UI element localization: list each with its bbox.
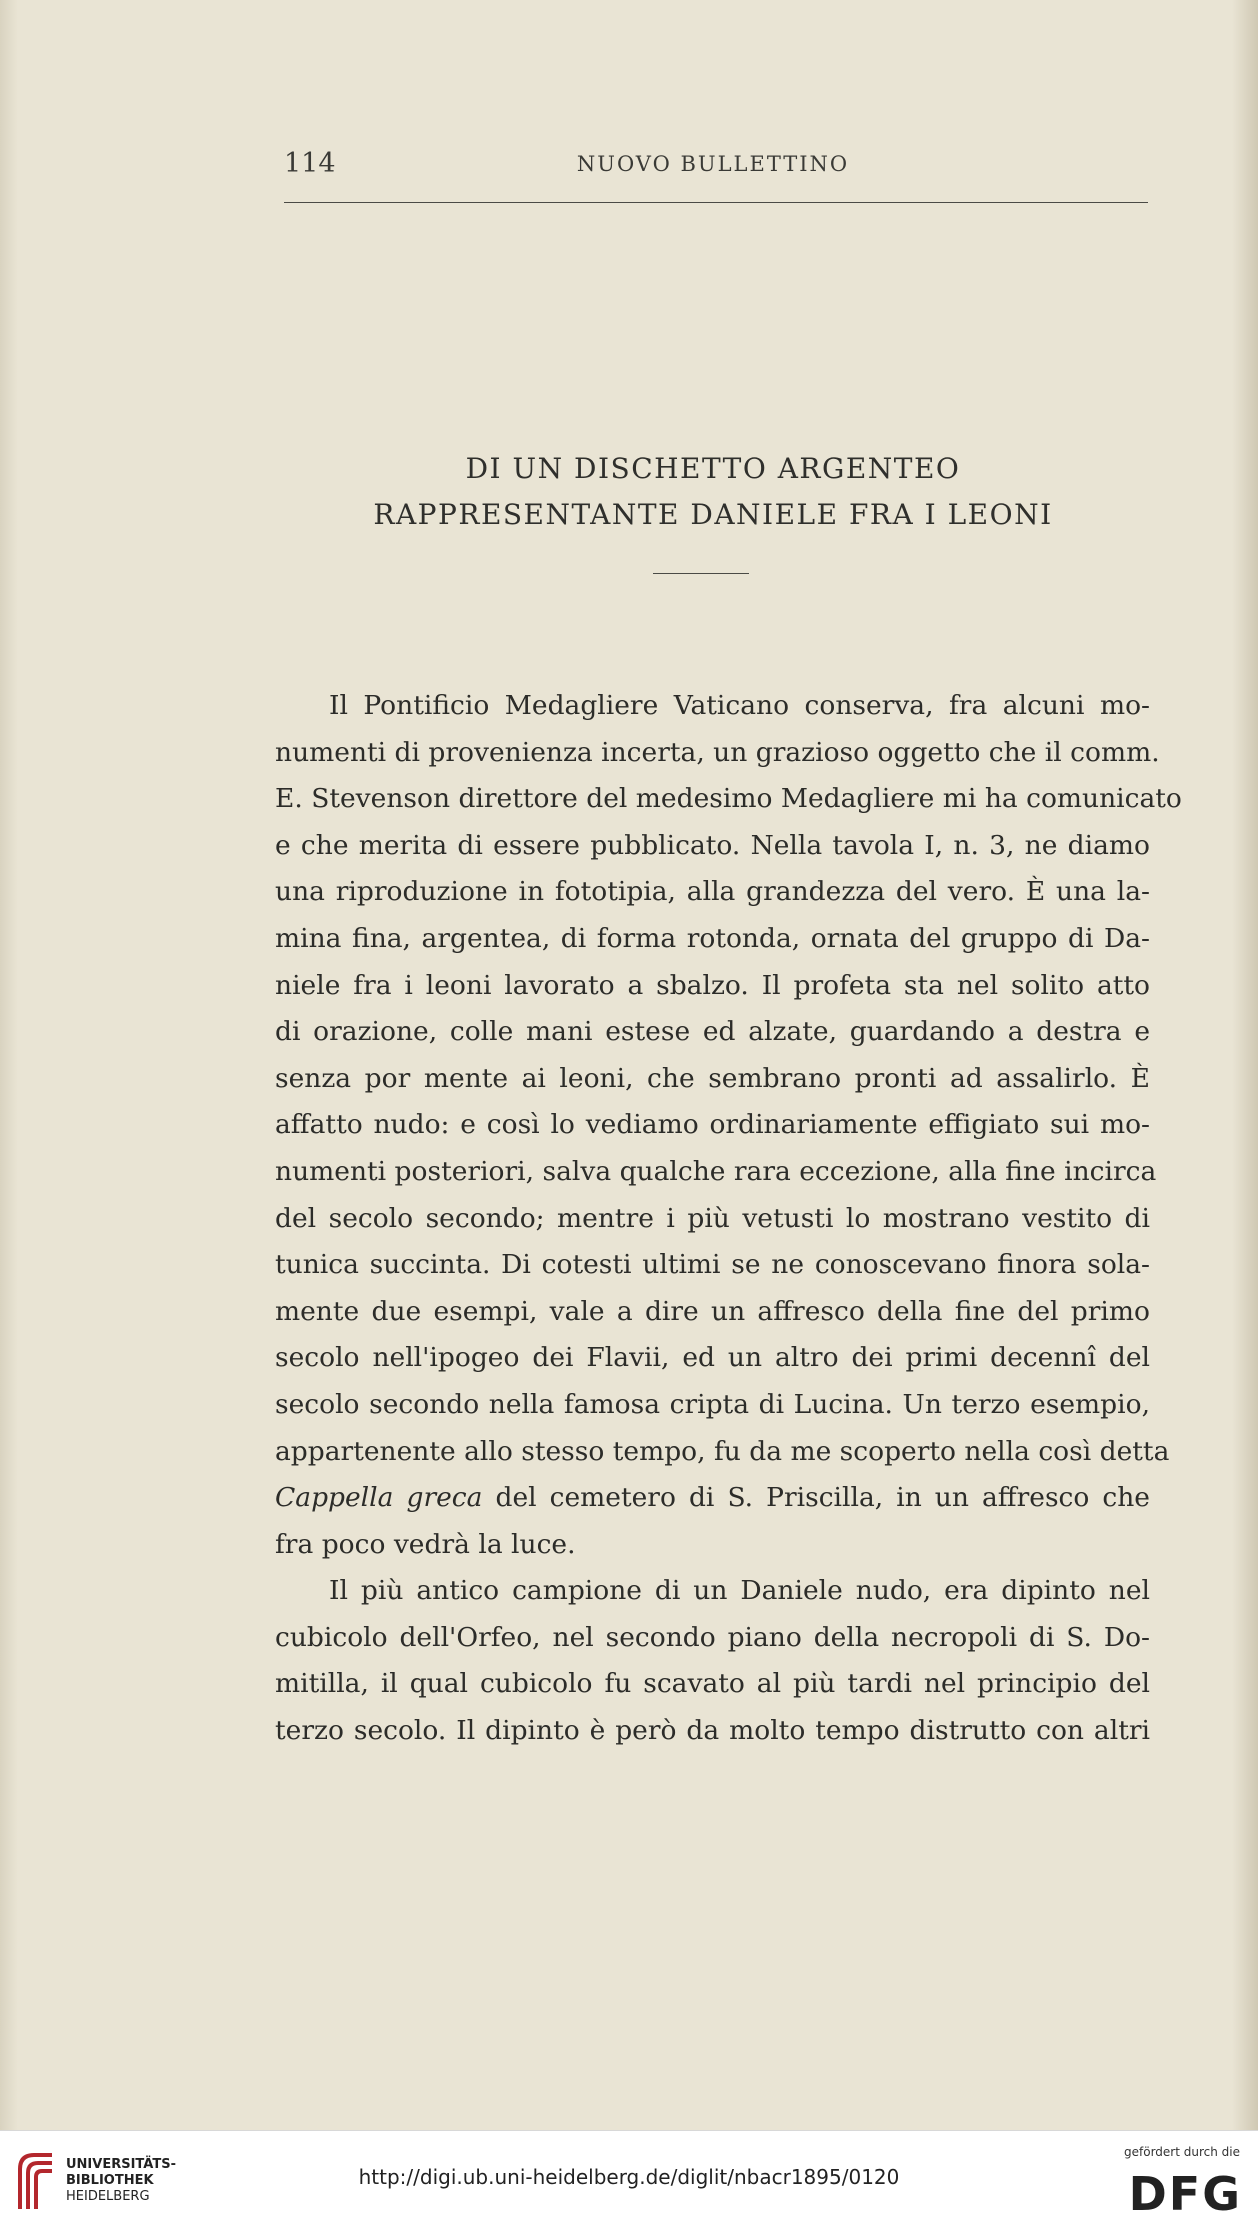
text-line: Il Pontificio Medagliere Vaticano conserva, fra alcuni mo-: [329, 690, 1150, 721]
text-line: Il più antico campione di un Daniele nudo, era dipinto nel: [329, 1575, 1150, 1607]
page-edge-left: [0, 0, 18, 2130]
text-line: del secolo secondo; mentre i più vetusti lo mostrano vestito di: [275, 1202, 1150, 1234]
page-number: 114: [284, 148, 336, 179]
text-line: numenti posteriori, salva qualche rara eccezione, alla fine incirca: [275, 1155, 1157, 1187]
title-line-1: DI UN DISCHETTO ARGENTEO: [465, 452, 961, 485]
running-head: NUOVO BULLETTINO: [576, 152, 850, 176]
text-line: secolo secondo nella famosa cripta di Lucina. Un terzo esempio,: [275, 1388, 1150, 1420]
source-url[interactable]: http://digi.ub.uni-heidelberg.de/diglit/nbacr1895/0120: [358, 2165, 900, 2189]
text-line: tunica succinta. Di cotesti ultimi se ne conoscevano finora sola-: [275, 1249, 1150, 1281]
dfg-logo: DFG: [1128, 2167, 1242, 2221]
text-line: di orazione, colle mani estese ed alzate, guardando a destra e: [275, 1016, 1150, 1048]
text-line: niele fra i leoni lavorato a sbalzo. Il profeta sta nel solito atto: [275, 969, 1150, 1001]
text-line: appartenente allo stesso tempo, fu da me scoperto nella così detta: [275, 1435, 1170, 1467]
text-line: secolo nell'ipogeo dei Flavii, ed un altro dei primi decennî del: [275, 1342, 1150, 1374]
library-name: UNIVERSITÄTS- BIBLIOTHEK HEIDELBERG: [66, 2157, 176, 2204]
text-line-rest: del cemetero di S. Priscilla, in un affresco che: [482, 1482, 1150, 1514]
page-header: [278, 148, 1148, 188]
title-line-2: RAPPRESENTANTE DANIELE FRA I LEONI: [373, 498, 1053, 531]
text-line: mitilla, il qual cubicolo fu scavato al più tardi nel principio del: [275, 1668, 1150, 1700]
title-rule: [653, 573, 749, 574]
text-line: e che merita di essere pubblicato. Nella tavola I, n. 3, ne diamo: [275, 829, 1150, 861]
text-line: numenti di provenienza incerta, un grazioso oggetto che il comm.: [275, 736, 1160, 768]
text-line: mina fina, argentea, di forma rotonda, ornata del gruppo di Da-: [275, 922, 1150, 954]
italic-term: Cappella greca: [275, 1482, 483, 1514]
article-title: [278, 446, 1148, 538]
text-line: cubicolo dell'Orfeo, nel secondo piano della necropoli di S. Do-: [275, 1621, 1150, 1653]
article-body: [275, 683, 1182, 1755]
page-edge-right: [1232, 0, 1258, 2130]
digitization-footer: [0, 2130, 1258, 2228]
text-line: una riproduzione in fototipia, alla grandezza del vero. È una la-: [275, 876, 1150, 908]
text-line: [275, 1475, 1150, 1522]
text-line: fra poco vedrà la luce.: [275, 1528, 576, 1560]
funder-note: gefördert durch die: [1124, 2145, 1240, 2159]
text-line: affatto nudo: e così lo vediamo ordinariamente effigiato sui mo-: [275, 1109, 1150, 1141]
text-line: senza por mente ai leoni, che sembrano pronti ad assalirlo. È: [275, 1062, 1150, 1094]
header-rule: [284, 202, 1148, 203]
text-line: mente due esempi, vale a dire un affresco della fine del primo: [275, 1295, 1150, 1327]
text-line: E. Stevenson direttore del medesimo Medagliere mi ha comunicato: [275, 783, 1182, 815]
text-line: terzo secolo. Il dipinto è però da molto tempo distrutto con altri: [275, 1715, 1150, 1747]
